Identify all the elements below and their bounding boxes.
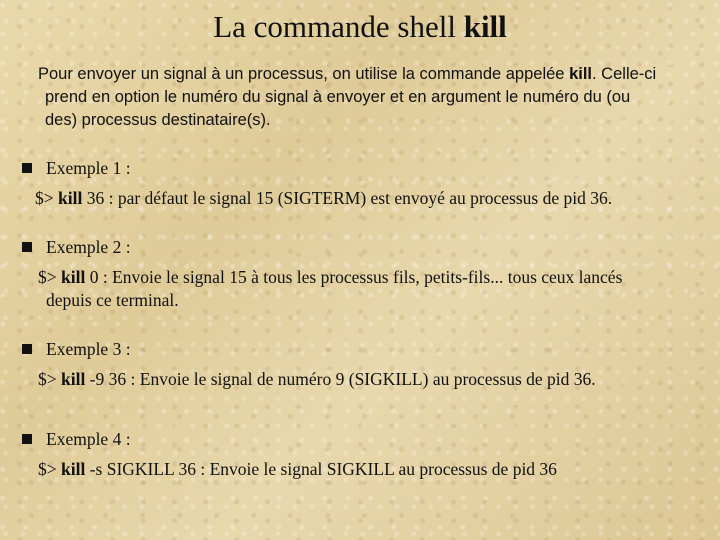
bullet-square-icon: [22, 434, 32, 444]
example-3-label: Exemple 3 :: [46, 339, 131, 359]
intro-kill: kill: [569, 65, 593, 83]
example-4-label: Exemple 4 :: [46, 429, 131, 449]
example-2-continuation: depuis ce terminal.: [46, 290, 179, 310]
intro-line-3: des) processus destinataire(s).: [45, 111, 271, 129]
example-1-label: Exemple 1 :: [46, 158, 131, 178]
intro-line-1-text: Pour envoyer un signal à un processus, on utilise la commande appelée: [38, 65, 570, 83]
bullet-square-icon: [22, 163, 32, 173]
title-kill: kill: [463, 9, 507, 44]
example-1-heading: [22, 156, 131, 180]
kill-keyword: kill: [61, 459, 86, 479]
example-4-description: -s SIGKILL 36 : Envoie le signal SIGKILL au processus de pid 36: [85, 459, 557, 479]
example-2-heading: [22, 235, 131, 259]
intro-line-2: prend en option le numéro du signal à envoyer et en argument le numéro du (ou: [45, 88, 631, 106]
example-2-label: Exemple 2 :: [46, 237, 131, 257]
example-1-command: [35, 186, 612, 210]
bullet-square-icon: [22, 344, 32, 354]
intro-line-1-end: . Celle-ci: [592, 65, 657, 83]
slide-title: [0, 8, 720, 46]
prompt: $>: [38, 369, 61, 389]
example-4-heading: [22, 427, 131, 451]
prompt: $>: [38, 459, 61, 479]
kill-keyword: kill: [61, 369, 86, 389]
example-2-description: 0 : Envoie le signal 15 à tous les processus fils, petits-fils... tous ceux lancés: [85, 267, 623, 287]
bullet-square-icon: [22, 242, 32, 252]
example-1-description: 36 : par défaut le signal 15 (SIGTERM) est envoyé au processus de pid 36.: [82, 188, 613, 208]
prompt: $>: [38, 267, 61, 287]
intro-line-1: [38, 63, 718, 86]
example-4-command: [38, 457, 557, 481]
intro-paragraph: [38, 63, 718, 132]
prompt: $>: [35, 188, 58, 208]
title-prefix: La commande shell: [213, 9, 464, 44]
example-3-description: -9 36 : Envoie le signal de numéro 9 (SIGKILL) au processus de pid 36.: [85, 369, 596, 389]
example-3-heading: [22, 337, 131, 361]
example-2-command: [38, 265, 622, 289]
kill-keyword: kill: [58, 188, 83, 208]
kill-keyword: kill: [61, 267, 86, 287]
example-3-command: [38, 367, 596, 391]
